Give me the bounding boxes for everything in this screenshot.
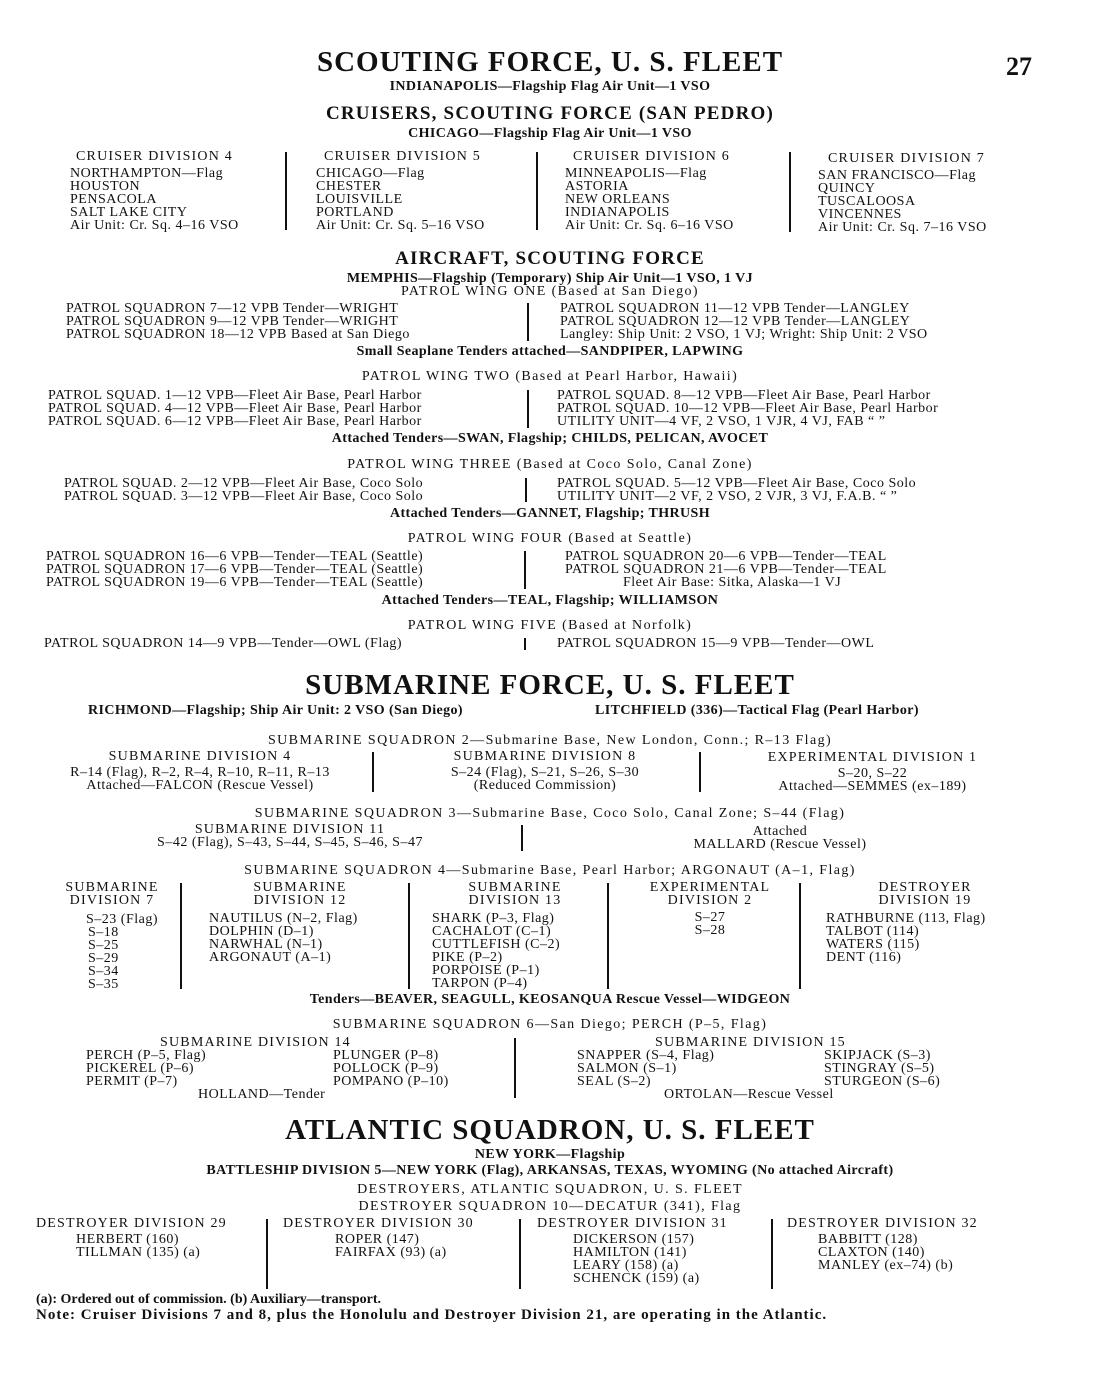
patrol-wing-one-left [66, 302, 410, 341]
list-item: SALMON (S–1) [577, 1061, 677, 1076]
list-item: TARPON (P–4) [432, 976, 528, 991]
submarine-division-13-head: SUBMARINE [468, 880, 562, 895]
list-item: PATROL SQUAD. 10—12 VPB—Fleet Air Base, Pearl Harbor [557, 401, 939, 416]
patrol-wing-one-right [560, 302, 928, 341]
list-item: PATROL SQUADRON 20—6 VPB—Tender—TEAL [565, 549, 887, 564]
patrol-wing-five-head: PATROL WING FIVE (Based at Norfolk) [407, 618, 693, 633]
cruiser-division-5 [316, 150, 485, 232]
list-item: PATROL SQUADRON 16—6 VPB—Tender—TEAL (Seattle) [46, 549, 424, 564]
list-item: MALLARD (Rescue Vessel) [693, 837, 867, 852]
list-item: NEW ORLEANS [565, 192, 671, 207]
atlantic-squadron-title: ATLANTIC SQUADRON, U. S. FLEET [285, 1114, 815, 1146]
patrol-wing-four-tenders: Attached Tenders—TEAL, Flagship; WILLIAMSON [381, 593, 719, 608]
scouting-force-title: SCOUTING FORCE, U. S. FLEET [316, 46, 784, 78]
patrol-wing-five-left [44, 637, 402, 650]
list-item: ARGONAUT (A–1) [209, 950, 332, 965]
submarine-division-14-tender [198, 1088, 325, 1101]
submarine-division-7-head: DIVISION 7 [69, 893, 155, 908]
submarine-division-15-head: SUBMARINE DIVISION 15 [655, 1035, 846, 1050]
divider [525, 478, 527, 502]
patrol-wing-four-right [565, 550, 887, 589]
list-item: PATROL SQUAD. 6—12 VPB—Fleet Air Base, Pearl Harbor [48, 414, 422, 429]
list-item: Fleet Air Base: Sitka, Alaska—1 VJ [623, 575, 842, 590]
destroyer-division-19-list [826, 912, 986, 964]
list-item: PATROL SQUAD. 5—12 VPB—Fleet Air Base, Coco Solo [557, 476, 917, 491]
divider [536, 152, 538, 230]
submarine-flagship: RICHMOND—Flagship; Ship Air Unit: 2 VSO (San Diego) [88, 703, 463, 718]
list-item: SALT LAKE CITY [70, 205, 188, 220]
submarine-division-7-list [86, 913, 158, 991]
divider [524, 551, 526, 589]
submarine-division-14-list-a [86, 1049, 206, 1088]
patrol-wing-four-left [46, 550, 423, 589]
list-item: PATROL SQUAD. 8—12 VPB—Fleet Air Base, Pearl Harbor [557, 388, 931, 403]
list-item: TILLMAN (135) (a) [76, 1245, 201, 1260]
divider [372, 752, 374, 792]
footnote: (a): Ordered out of commission. (b) Auxiliary—transport. [36, 1292, 382, 1307]
list-item: PATROL SQUADRON 14—9 VPB—Tender—OWL (Flag) [44, 636, 403, 651]
submarine-division-12-head: DIVISION 12 [253, 893, 347, 908]
patrol-wing-one-head: PATROL WING ONE (Based at San Diego) [401, 284, 699, 299]
cruiser-division-6-head: CRUISER DIVISION 6 [573, 149, 730, 164]
note: Note: Cruiser Divisions 7 and 8, plus the Honolulu and Destroyer Division 21, are operating in the Atlantic. [36, 1307, 828, 1323]
submarine-division-12-head: SUBMARINE [253, 880, 347, 895]
list-item: LOUISVILLE [316, 192, 403, 207]
submarine-squadron-6-head: SUBMARINE SQUADRON 6—San Diego; PERCH (P–5, Flag) [332, 1017, 768, 1032]
submarine-division-15-list-b [824, 1049, 940, 1088]
list-item: PATROL SQUAD. 3—12 VPB—Fleet Air Base, Coco Solo [64, 489, 424, 504]
submarine-division-8-head: SUBMARINE DIVISION 8 [453, 749, 637, 764]
list-item: S–29 [88, 951, 119, 966]
submarine-division-8 [400, 750, 690, 792]
destroyers-title: DESTROYERS, ATLANTIC SQUADRON, U. S. FLEET [357, 1182, 743, 1197]
cruisers-title: CRUISERS, SCOUTING FORCE (SAN PEDRO) [325, 103, 775, 124]
destroyer-squadron-10: DESTROYER SQUADRON 10—DECATUR (341), Flag [358, 1199, 742, 1214]
experimental-division-1 [725, 751, 1020, 793]
submarine-division-13 [425, 881, 605, 907]
patrol-wing-two-head: PATROL WING TWO (Based at Pearl Harbor, Hawaii) [361, 369, 739, 384]
list-item: FAIRFAX (93) (a) [335, 1245, 447, 1260]
cruiser-division-5-head: CRUISER DIVISION 5 [324, 149, 481, 164]
squadron-3-attached [640, 825, 920, 851]
experimental-division-2 [630, 881, 790, 937]
atlantic-flagship: NEW YORK—Flagship [474, 1147, 626, 1162]
submarine-division-7-head: SUBMARINE [65, 880, 159, 895]
list-item: Air Unit: Cr. Sq. 7–16 VSO [818, 220, 987, 235]
list-item: S–18 [88, 925, 119, 940]
list-item: ASTORIA [565, 179, 629, 194]
list-item: (Reduced Commission) [473, 778, 617, 793]
list-item: PATROL SQUAD. 1—12 VPB—Fleet Air Base, Pearl Harbor [48, 388, 422, 403]
patrol-wing-two-left [48, 389, 422, 428]
list-item: CUTTLEFISH (C–2) [432, 937, 561, 952]
cruiser-division-7 [818, 152, 987, 234]
divider [699, 752, 701, 792]
list-item: PORTLAND [316, 205, 394, 220]
list-item: TUSCALOOSA [818, 194, 916, 209]
list-item: DICKERSON (157) [573, 1232, 695, 1247]
list-item: MANLEY (ex–74) (b) [818, 1258, 954, 1273]
divider [285, 152, 287, 230]
destroyer-division-30 [283, 1217, 474, 1259]
list-item: S–25 [88, 938, 119, 953]
list-item: LEARY (158) (a) [573, 1258, 679, 1273]
destroyer-division-31-head: DESTROYER DIVISION 31 [537, 1216, 728, 1231]
list-item: SKIPJACK (S–3) [824, 1048, 931, 1063]
patrol-wing-three-right [557, 477, 916, 503]
list-item: ROPER (147) [335, 1232, 420, 1247]
divider [789, 152, 791, 232]
submarine-division-13-list [432, 912, 560, 990]
list-item: PATROL SQUADRON 7—12 VPB Tender—WRIGHT [66, 301, 399, 316]
divider [524, 638, 526, 650]
divider [527, 303, 529, 341]
list-item: POLLOCK (P–9) [333, 1061, 439, 1076]
divider [266, 1219, 268, 1289]
list-item: Langley: Ship Unit: 2 VSO, 1 VJ; Wright: Ship Unit: 2 VSO [560, 327, 928, 342]
submarine-division-4-head: SUBMARINE DIVISION 4 [108, 749, 292, 764]
submarine-squadron-3-head: SUBMARINE SQUADRON 3—Submarine Base, Coco Solo, Canal Zone; S–44 (Flag) [254, 806, 846, 821]
destroyer-division-19 [840, 881, 1010, 907]
divider [521, 825, 523, 851]
list-item: S–35 [88, 977, 119, 992]
submarine-division-14-head: SUBMARINE DIVISION 14 [160, 1035, 351, 1050]
submarine-force-title: SUBMARINE FORCE, U. S. FLEET [305, 669, 795, 701]
list-item: POMPANO (P–10) [333, 1074, 449, 1089]
attached-label: Attached [752, 824, 808, 839]
experimental-division-2-head: EXPERIMENTAL [649, 880, 771, 895]
list-item: RATHBURNE (113, Flag) [826, 911, 986, 926]
list-item: Attached—FALCON (Rescue Vessel) [86, 778, 314, 793]
list-item: PIKE (P–2) [432, 950, 503, 965]
list-item: PATROL SQUADRON 11—12 VPB Tender—LANGLEY [560, 301, 910, 316]
list-item: MINNEAPOLIS—Flag [565, 166, 707, 181]
page-number: 27 [1006, 52, 1032, 81]
experimental-division-2-head: DIVISION 2 [667, 893, 753, 908]
list-item: DENT (116) [826, 950, 902, 965]
list-item: S–20, S–22 [837, 766, 908, 781]
list-item: SAN FRANCISCO—Flag [818, 168, 976, 183]
destroyer-division-29 [36, 1217, 227, 1259]
list-item: PATROL SQUADRON 12—12 VPB Tender—LANGLEY [560, 314, 911, 329]
list-item: QUINCY [818, 181, 876, 196]
list-item: NARWHAL (N–1) [209, 937, 323, 952]
list-item: SNAPPER (S–4, Flag) [577, 1048, 715, 1063]
submarine-division-11-head: SUBMARINE DIVISION 11 [194, 822, 386, 837]
patrol-wing-three-tenders: Attached Tenders—GANNET, Flagship; THRUSH [389, 506, 711, 521]
submarine-division-13-head: DIVISION 13 [468, 893, 562, 908]
list-item: SHARK (P–3, Flag) [432, 911, 555, 926]
destroyer-division-32-head: DESTROYER DIVISION 32 [787, 1216, 978, 1231]
list-item: NAUTILUS (N–2, Flag) [209, 911, 358, 926]
submarine-division-7 [42, 881, 182, 914]
cruiser-division-4 [70, 150, 239, 232]
submarine-division-12-list [209, 912, 358, 964]
patrol-wing-two-right [557, 389, 938, 428]
destroyer-division-29-head: DESTROYER DIVISION 29 [36, 1216, 227, 1231]
list-item: R–14 (Flag), R–2, R–4, R–10, R–11, R–13 [70, 765, 330, 780]
cruisers-flagship: CHICAGO—Flagship Flag Air Unit—1 VSO [408, 126, 692, 141]
patrol-wing-one-tenders: Small Seaplane Tenders attached—SANDPIPER, LAPWING [356, 344, 744, 359]
list-item: UTILITY UNIT—2 VF, 2 VSO, 2 VJR, 3 VJ, F.A.B. “ ” [557, 489, 898, 504]
submarine-division-11 [100, 823, 480, 849]
list-item: HAMILTON (141) [573, 1245, 687, 1260]
list-item: UTILITY UNIT—4 VF, 2 VSO, 1 VJR, 4 VJ, FAB “ ” [557, 414, 886, 429]
list-item: PATROL SQUAD. 2—12 VPB—Fleet Air Base, Coco Solo [64, 476, 424, 491]
scouting-flagship: INDIANAPOLIS—Flagship Flag Air Unit—1 VSO [389, 79, 711, 94]
cruiser-division-7-head: CRUISER DIVISION 7 [828, 151, 985, 166]
list-item: HOUSTON [70, 179, 141, 194]
aircraft-flagship: MEMPHIS—Flagship (Temporary) Ship Air Unit—1 VSO, 1 VJ [346, 271, 754, 286]
patrol-wing-five-right [557, 637, 874, 650]
cruiser-division-4-head: CRUISER DIVISION 4 [76, 149, 233, 164]
list-item: Air Unit: Cr. Sq. 4–16 VSO [70, 218, 239, 233]
list-item: PATROL SQUADRON 21—6 VPB—Tender—TEAL [565, 562, 887, 577]
list-item: CLAXTON (140) [818, 1245, 925, 1260]
destroyer-division-19-head: DIVISION 19 [878, 893, 972, 908]
list-item: PATROL SQUADRON 19—6 VPB—Tender—TEAL (Seattle) [46, 575, 424, 590]
list-item: Air Unit: Cr. Sq. 6–16 VSO [565, 218, 734, 233]
submarine-squadron-4-head: SUBMARINE SQUADRON 4—Submarine Base, Pearl Harbor; ARGONAUT (A–1, Flag) [244, 863, 856, 878]
divider [408, 883, 410, 989]
submarine-division-15-rescue [664, 1088, 834, 1101]
list-item: PLUNGER (P–8) [333, 1048, 439, 1063]
list-item: S–42 (Flag), S–43, S–44, S–45, S–46, S–47 [157, 835, 423, 850]
list-item: VINCENNES [818, 207, 902, 222]
list-item: DOLPHIN (D–1) [209, 924, 314, 939]
list-item: STINGRAY (S–5) [824, 1061, 935, 1076]
list-item: S–24 (Flag), S–21, S–26, S–30 [450, 765, 640, 780]
battleship-division-5: BATTLESHIP DIVISION 5—NEW YORK (Flag), ARKANSAS, TEXAS, WYOMING (No attached Aircraft) [206, 1163, 894, 1178]
divider [180, 883, 182, 989]
divider [771, 1219, 773, 1289]
list-item: STURGEON (S–6) [824, 1074, 941, 1089]
list-item: PATROL SQUADRON 9—12 VPB Tender—WRIGHT [66, 314, 399, 329]
list-item: BABBITT (128) [818, 1232, 918, 1247]
destroyer-division-30-head: DESTROYER DIVISION 30 [283, 1216, 474, 1231]
aircraft-title: AIRCRAFT, SCOUTING FORCE [395, 248, 705, 269]
list-item: PICKEREL (P–6) [86, 1061, 194, 1076]
divider [514, 1038, 516, 1098]
list-item: Air Unit: Cr. Sq. 5–16 VSO [316, 218, 485, 233]
list-item: S–34 [88, 964, 119, 979]
list-item: CHICAGO—Flag [316, 166, 425, 181]
destroyer-division-32 [787, 1217, 978, 1272]
list-item: TALBOT (114) [826, 924, 920, 939]
list-item: PORPOISE (P–1) [432, 963, 540, 978]
list-item: ORTOLAN—Rescue Vessel [664, 1087, 834, 1102]
submarine-division-15-list-a [577, 1049, 714, 1088]
submarine-division-4 [40, 750, 360, 792]
destroyer-division-19-head: DESTROYER [878, 880, 972, 895]
patrol-wing-three-left [64, 477, 423, 503]
submarine-squadron-2-head: SUBMARINE SQUADRON 2—Submarine Base, New London, Conn.; R–13 Flag) [267, 733, 833, 748]
list-item: CACHALOT (C–1) [432, 924, 552, 939]
list-item: S–28 [694, 923, 726, 938]
list-item: PERMIT (P–7) [86, 1074, 178, 1089]
list-item: HERBERT (160) [76, 1232, 180, 1247]
destroyer-division-31 [537, 1217, 728, 1285]
list-item: PATROL SQUADRON 17—6 VPB—Tender—TEAL (Seattle) [46, 562, 424, 577]
list-item: PATROL SQUADRON 18—12 VPB Based at San Diego [66, 327, 410, 342]
divider [607, 883, 609, 989]
cruiser-division-6 [565, 150, 734, 232]
list-item: SCHENCK (159) (a) [573, 1271, 700, 1286]
list-item: NORTHAMPTON—Flag [70, 166, 224, 181]
list-item: Attached—SEMMES (ex–189) [778, 779, 967, 794]
submarine-tactical-flag: LITCHFIELD (336)—Tactical Flag (Pearl Harbor) [595, 703, 919, 718]
list-item: PATROL SQUAD. 4—12 VPB—Fleet Air Base, Pearl Harbor [48, 401, 422, 416]
list-item: PERCH (P–5, Flag) [86, 1048, 207, 1063]
list-item: PENSACOLA [70, 192, 157, 207]
list-item: PATROL SQUADRON 15—9 VPB—Tender—OWL [557, 636, 875, 651]
list-item: SEAL (S–2) [577, 1074, 652, 1089]
submarine-division-14-list-b [333, 1049, 449, 1088]
list-item: CHESTER [316, 179, 382, 194]
list-item: S–27 [694, 910, 726, 925]
patrol-wing-two-tenders: Attached Tenders—SWAN, Flagship; CHILDS, PELICAN, AVOCET [331, 431, 769, 446]
experimental-division-1-head: EXPERIMENTAL DIVISION 1 [767, 750, 978, 765]
submarine-division-12 [210, 881, 390, 907]
list-item: HOLLAND—Tender [198, 1087, 326, 1102]
squadron-4-tenders: Tenders—BEAVER, SEAGULL, KEOSANQUA Rescue Vessel—WIDGEON [309, 992, 791, 1007]
list-item: INDIANAPOLIS [565, 205, 670, 220]
divider [519, 1219, 521, 1289]
divider [527, 390, 529, 428]
patrol-wing-four-head: PATROL WING FOUR (Based at Seattle) [407, 531, 693, 546]
patrol-wing-three-head: PATROL WING THREE (Based at Coco Solo, Canal Zone) [347, 457, 753, 472]
divider [799, 883, 801, 989]
list-item: WATERS (115) [826, 937, 920, 952]
list-item: S–23 (Flag) [86, 912, 158, 927]
